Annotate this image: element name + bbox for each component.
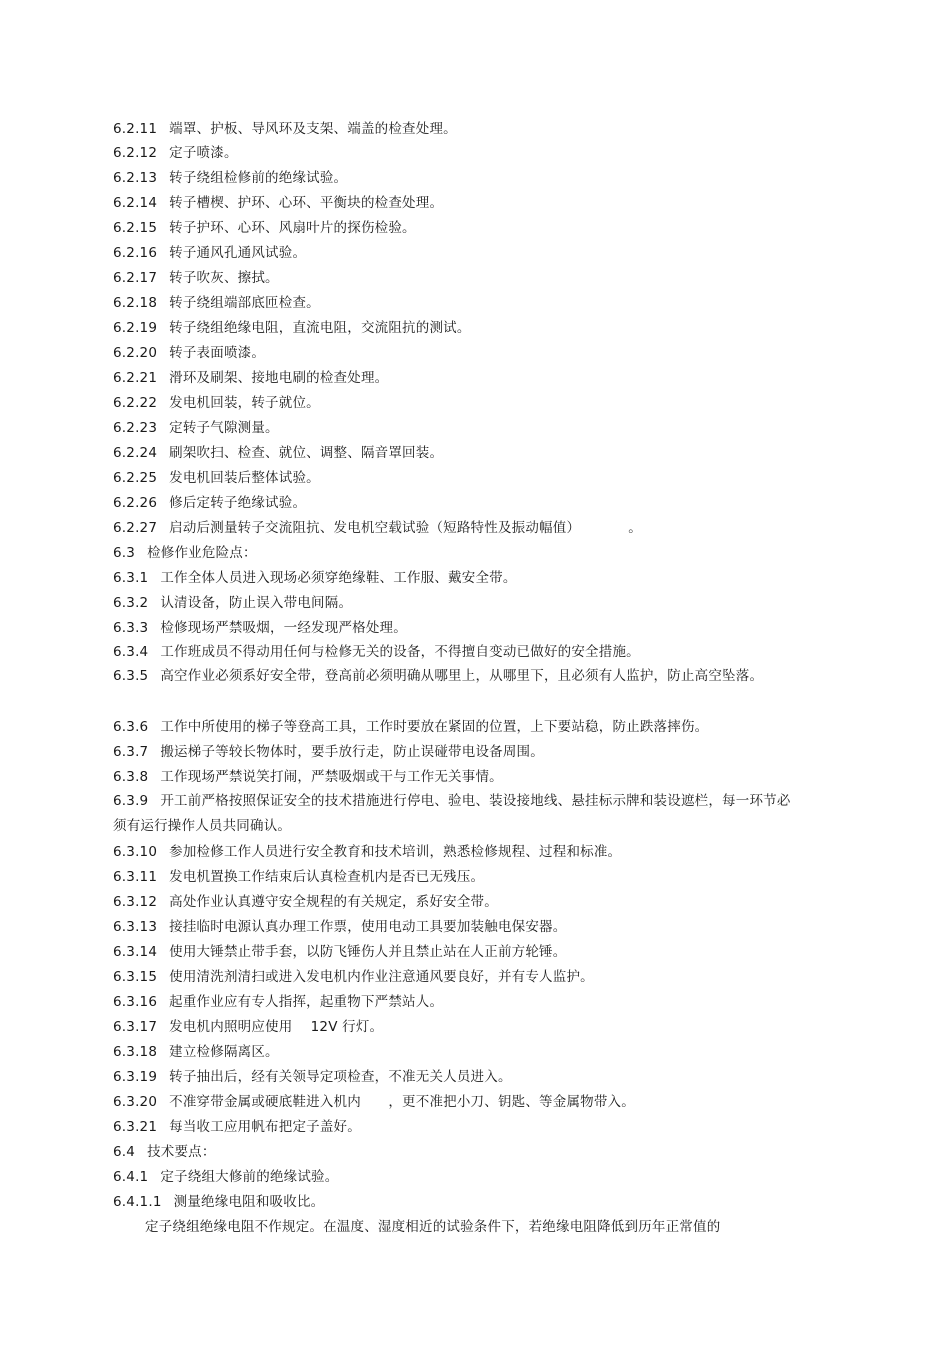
text-line: 6.3.12 高处作业认真遵守安全规程的有关规定，系好安全带。 xyxy=(113,894,498,910)
text-line: 6.2.18 转子绕组端部底匝检查。 xyxy=(113,295,320,311)
text-line: 6.3.20 不准穿带金属或硬底鞋进入机内 ，更不准把小刀、钥匙、等金属物带入。 xyxy=(113,1094,635,1110)
text-line: 6.3.6 工作中所使用的梯子等登高工具，工作时要放在紧固的位置，上下要站稳，防止跌落摔伤。 xyxy=(113,719,709,735)
text-line: 6.2.20 转子表面喷漆。 xyxy=(113,345,266,361)
section-heading: 6.3 检修作业危险点： xyxy=(113,545,257,561)
text-line: 6.2.15 转子护环、心环、风扇叶片的探伤检验。 xyxy=(113,220,416,236)
text-line: 6.4.1.1 测量绝缘电阻和吸收比。 xyxy=(113,1194,325,1210)
text-line: 6.2.17 转子吹灰、擦拭。 xyxy=(113,270,279,286)
text-line: 6.3.15 使用清洗剂清扫或进入发电机内作业注意通风要良好，并有专人监护。 xyxy=(113,969,594,985)
text-line: 6.2.25 发电机回装后整体试验。 xyxy=(113,470,320,486)
text-paragraph: 6.3.5 高空作业必须系好安全带，登高前必须明确从哪里上，从哪里下，且必须有人监护，防止高空坠落。 xyxy=(113,668,764,684)
text-line: 6.2.22 发电机回装，转子就位。 xyxy=(113,395,320,411)
text-line: 6.3.10 参加检修工作人员进行安全教育和技术培训，熟悉检修规程、过程和标准。 xyxy=(113,844,622,860)
text-line: 6.3.16 起重作业应有专人指挥，起重物下严禁站人。 xyxy=(113,994,444,1010)
text-line: 6.3.18 建立检修隔离区。 xyxy=(113,1044,279,1060)
text-line: 6.2.23 定转子气隙测量。 xyxy=(113,420,279,436)
text-line: 6.2.21 滑环及刷架、接地电刷的检查处理。 xyxy=(113,370,389,386)
text-line: 6.3.7 搬运梯子等较长物体时，要手放行走，防止误碰带电设备周围。 xyxy=(113,744,544,760)
text-line: 6.3.21 每当收工应用帆布把定子盖好。 xyxy=(113,1119,361,1135)
body-paragraph: 定子绕组绝缘电阻不作规定。在温度、湿度相近的试验条件下，若绝缘电阻降低到历年正常值的 xyxy=(145,1219,721,1235)
text-line: 6.3.3 检修现场严禁吸烟，一经发现严格处理。 xyxy=(113,620,407,636)
text-line: 6.3.8 工作现场严禁说笑打闹，严禁吸烟或干与工作无关事情。 xyxy=(113,769,503,785)
text-line: 6.2.13 转子绕组检修前的绝缘试验。 xyxy=(113,170,348,186)
text-line: 6.4.1 定子绕组大修前的绝缘试验。 xyxy=(113,1169,339,1185)
text-line: 6.3.11 发电机置换工作结束后认真检查机内是否已无残压。 xyxy=(113,869,485,885)
text-line: 6.3.14 使用大锤禁止带手套，以防飞锤伤人并且禁止站在人正前方轮锤。 xyxy=(113,944,567,960)
text-line: 6.2.27 启动后测量转子交流阻抗、发电机空载试验（短路特性及振动幅值） 。 xyxy=(113,520,642,536)
text-line: 6.2.14 转子槽楔、护环、心环、平衡块的检查处理。 xyxy=(113,195,444,211)
text-line: 6.3.1 工作全体人员进入现场必须穿绝缘鞋、工作服、戴安全带。 xyxy=(113,570,517,586)
text-line: 6.3.2 认清设备，防止误入带电间隔。 xyxy=(113,595,353,611)
text-line: 6.2.19 转子绕组绝缘电阻，直流电阻，交流阻抗的测试。 xyxy=(113,320,471,336)
text-line: 6.2.12 定子喷漆。 xyxy=(113,145,238,161)
text-line: 6.2.11 端罩、护板、导风环及支架、端盖的检查处理。 xyxy=(113,121,457,137)
text-line: 6.2.26 修后定转子绝缘试验。 xyxy=(113,495,307,511)
section-heading: 6.4 技术要点： xyxy=(113,1144,216,1160)
text-line: 6.2.16 转子通风孔通风试验。 xyxy=(113,245,307,261)
text-line: 6.3.4 工作班成员不得动用任何与检修无关的设备，不得擅自变动已做好的安全措施。 xyxy=(113,644,640,660)
text-line: 6.2.24 刷架吹扫、检查、就位、调整、隔音罩回装。 xyxy=(113,445,444,461)
text-line: 6.3.17 发电机内照明应使用 12V 行灯。 xyxy=(113,1019,384,1035)
text-line: 6.3.19 转子抽出后，经有关领导定项检查，不准无关人员进入。 xyxy=(113,1069,512,1085)
text-line: 6.3.13 接挂临时电源认真办理工作票，使用电动工具要加装触电保安器。 xyxy=(113,919,567,935)
text-paragraph: 6.3.9 开工前严格按照保证安全的技术措施进行停电、验电、装设接地线、悬挂标示牌和装设遮栏，每一环节必须有运行操作人员共同确认。 xyxy=(113,793,791,834)
